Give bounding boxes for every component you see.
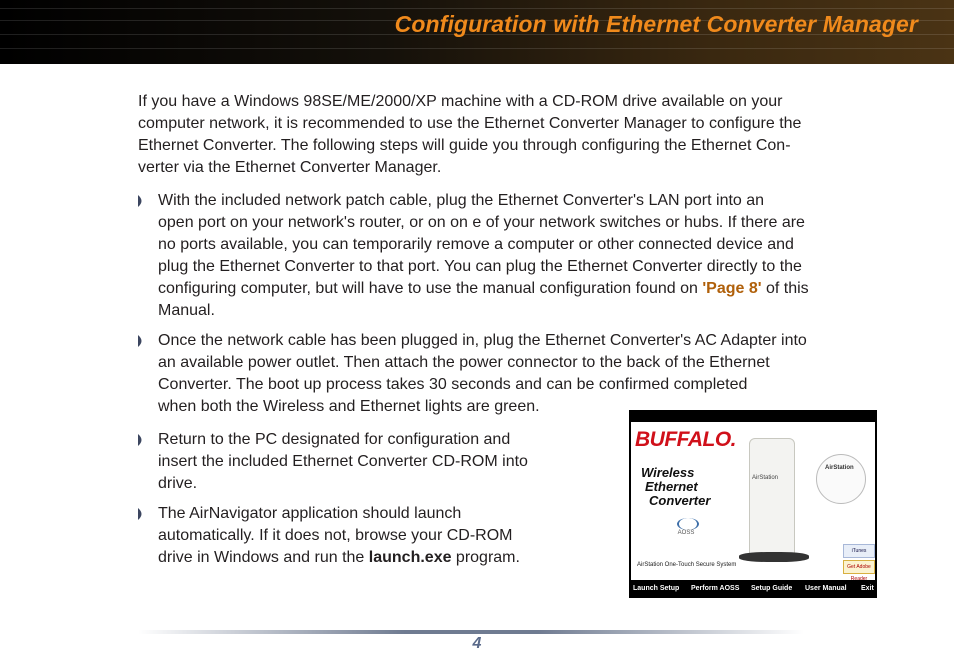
footer-rule [138,630,804,634]
aoss-wave-icon [677,518,699,530]
airstation-tagline: AirStation One-Touch Secure System [637,562,737,568]
device-stand [739,552,809,562]
user-manual-menu-item[interactable]: User Manual [805,585,847,592]
exit-menu-item[interactable]: Exit [861,585,874,592]
launch-setup-menu-item[interactable]: Launch Setup [633,585,680,592]
step-text: Return to the PC designated for configuration and insert the included Ethernet Converter CD-ROM into drive. [158,431,528,492]
page-number: 4 [472,635,482,652]
header-band [0,0,954,64]
step-text: Once the network cable has been plugged in, plug the Ethernet Converter's AC Adapter into an available power outlet. Then attach the power connector to the back of the Ethernet Converter. The boot up process takes 30 seconds and can be confirmed completed when both the Wireless and Ethernet lights are green. [158,332,807,415]
zoom-detail-image: AirStation [816,454,866,504]
launch-exe-filename: launch.exe [368,549,452,566]
airnavigator-menu-bar [631,582,875,596]
buffalo-logo: BUFFALO. [635,428,736,451]
aoss-label: AOSS [677,530,695,536]
step-text: The AirNavigator application should launch automatically. If it does not, browse your CD-ROM drive in Windows and run the launch.exe program. [158,505,520,566]
page-title: Configuration with Ethernet Converter Manager [394,11,918,37]
bullet-arrow-icon [138,195,145,207]
airnavigator-screenshot [629,410,877,598]
intro-line: If you have a Windows 98SE/ME/2000/XP machine with a CD-ROM drive available on your [138,93,783,110]
intro-line: computer network, it is recommended to use the Ethernet Converter Manager to configure the [138,115,802,132]
bullet-arrow-icon [138,335,145,347]
itunes-badge[interactable]: iTunes [843,544,875,558]
step-text: With the included network patch cable, plug the Ethernet Converter's LAN port into an open port on your network's router, or on on e of your network switches or hubs. If there are no ports available, you can temporarily remove a computer or other connected device and plug the Ethernet Converter to that port. You can plug the Ethernet Converter directly to the configuring computer, but will have to use the manual configuration found on 'Page 8' of this Manual. [158,192,809,319]
intro-line: verter via the Ethernet Converter Manager. [138,159,442,176]
intro-paragraph [138,91,908,179]
product-name: Wireless Ethernet Converter [641,465,711,508]
intro-line: Ethernet Converter. The following steps will guide you through configuring the Ethernet Con- [138,137,791,154]
adobe-reader-badge[interactable]: Get Adobe Reader [843,560,875,574]
bullet-arrow-icon [138,508,145,520]
setup-guide-menu-item[interactable]: Setup Guide [751,585,793,592]
airnavigator-window [631,422,875,580]
page-8-link[interactable]: 'Page 8' [702,280,762,297]
bullet-arrow-icon [138,434,145,446]
perform-aoss-menu-item[interactable]: Perform AOSS [691,585,740,592]
ethernet-converter-device-image: AirStation [749,438,795,560]
